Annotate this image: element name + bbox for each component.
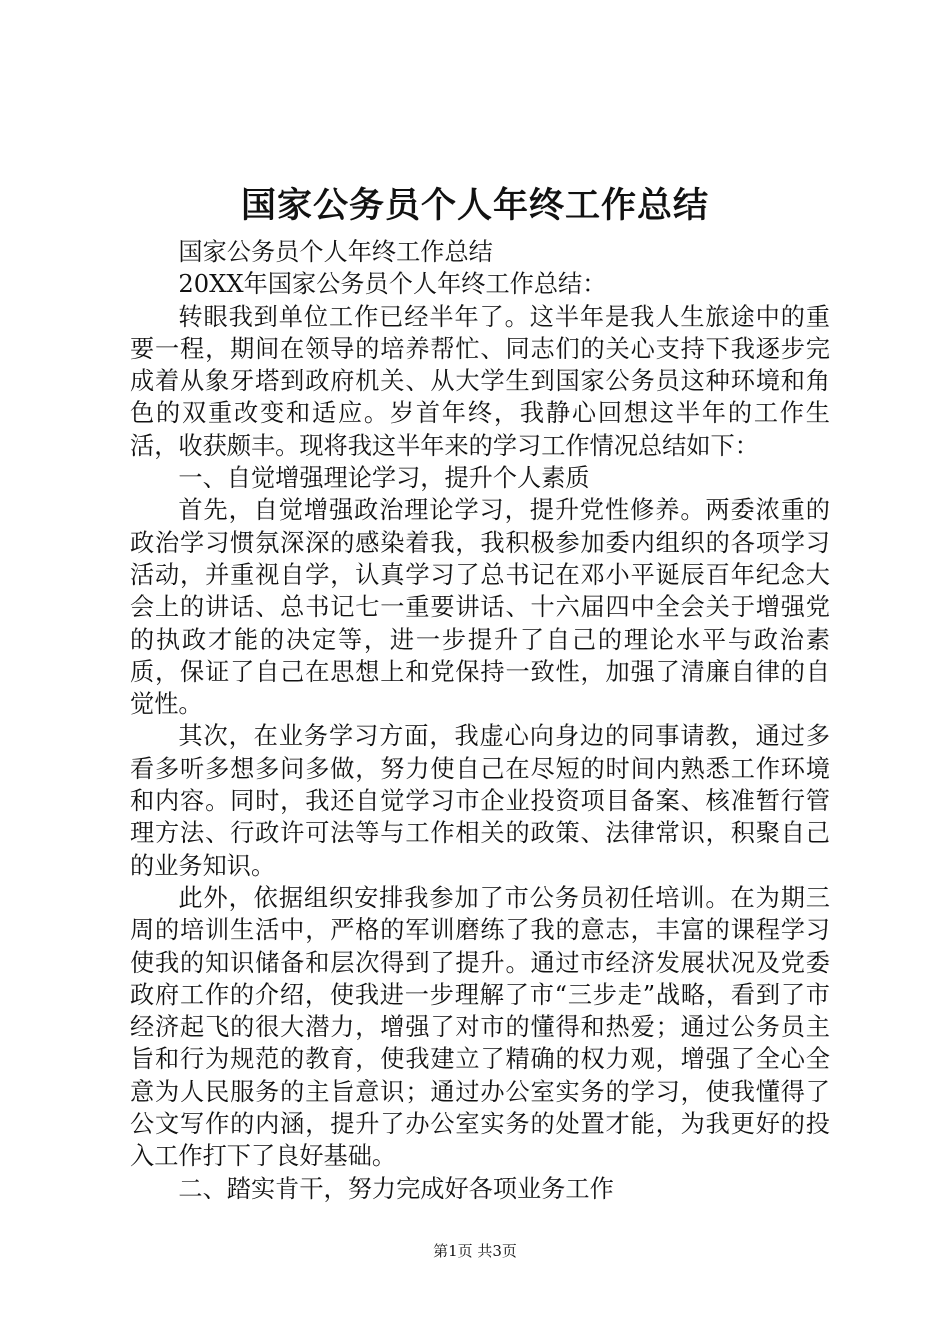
page-number-footer: 第1页 共3页 [433, 1242, 517, 1260]
paragraph-intro: 转眼我到单位工作已经半年了。这半年是我人生旅途中的重要一程，期间在领导的培养帮忙、同志们的关心支持下我逐步完成着从象牙塔到政府机关、从大学生到国家公务员这种环境和角色的双重改变和适应。岁首年终，我静心回想这半年的工作生活，收获颇丰。现将我这半年来的学习工作情况总结如下： [130, 302, 830, 460]
paragraph-training: 此外，依据组织安排我参加了市公务员初任培训。在为期三周的培训生活中，严格的军训磨练了我的意志，丰富的课程学习使我的知识储备和层次得到了提升。通过市经济发展状况及党委政府工作的介绍，使我进一步理解了市“三步走”战略，看到了市经济起飞的很大潜力，增强了对市的懂得和热爱；通过公务员主旨和行为规范的教育，使我建立了精确的权力观，增强了全心全意为人民服务的主旨意识；通过办公室实务的学习，使我懂得了公文写作的内涵，提升了办公室实务的处置才能，为我更好的投入工作打下了良好基础。 [130, 883, 830, 1171]
section-heading-2: 二、踏实肯干，努力完成好各项业务工作 [178, 1174, 614, 1203]
document-title: 国家公务员个人年终工作总结 [240, 186, 709, 226]
paragraph-subtitle: 国家公务员个人年终工作总结 [178, 238, 493, 266]
section-heading-1: 一、自觉增强理论学习，提升个人素质 [178, 464, 590, 493]
paragraph-business-study: 其次，在业务学习方面，我虚心向身边的同事请教，通过多看多听多想多问多做，努力使自己在尽短的时间内熟悉工作环境和内容。同时，我还自觉学习市企业投资项目备案、核准暂行管理方法、行政许可法等与工作相关的政策、法律常识，积聚自己的业务知识。 [130, 722, 830, 880]
document-body [130, 236, 830, 1205]
paragraph-theory-study: 首先，自觉增强政治理论学习，提升党性修养。两委浓重的政治学习惯氛深深的感染着我，我积极参加委内组织的各项学习活动，并重视自学，认真学习了总书记在邓小平诞辰百年纪念大会上的讲话、总书记七一重要讲话、十六届四中全会关于增强党的执政才能的决定等，进一步提升了自己的理论水平与政治素质，保证了自己在思想上和党保持一致性，加强了清廉自律的自觉性。 [130, 496, 830, 719]
paragraph-heading-line: 20XX年国家公务员个人年终工作总结： [178, 270, 607, 299]
